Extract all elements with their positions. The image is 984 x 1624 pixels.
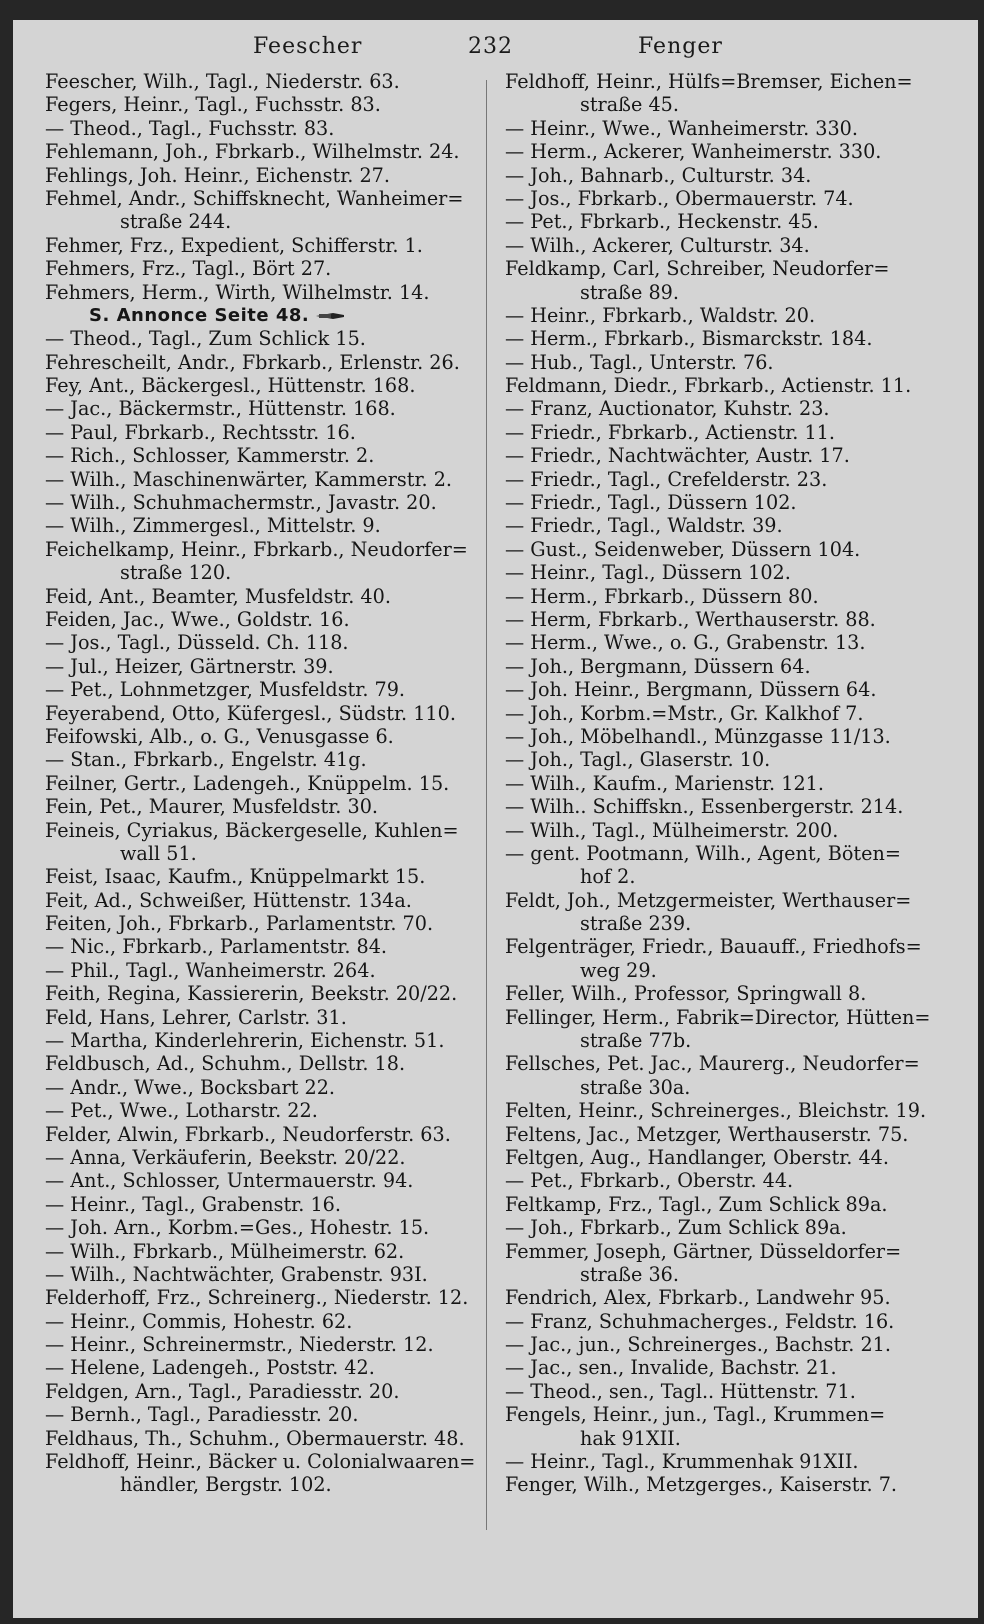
entry-text: — Jos., Fbrkarb., Obermauerstr. 74. — [505, 186, 854, 210]
entry-continuation — [505, 1427, 930, 1450]
entry-text: — Wilh., Nachtwächter, Grabenstr. 93I. — [45, 1262, 428, 1286]
entry-text: hof 2. — [580, 865, 636, 889]
entry-text: — Joh., Bahnarb., Culturstr. 34. — [505, 163, 812, 187]
entry-text: straße 89. — [580, 280, 679, 304]
directory-entry — [45, 234, 478, 257]
directory-entry — [505, 187, 930, 210]
entry-text: straße 30a. — [580, 1075, 691, 1099]
directory-entry — [505, 538, 930, 561]
entry-text: Feldt, Joh., Metzgermeister, Werthauser= — [505, 888, 912, 912]
page-header — [13, 34, 978, 74]
directory-entry — [505, 468, 930, 491]
directory-entry — [45, 1427, 478, 1450]
directory-entry — [45, 327, 478, 350]
directory-entry — [45, 491, 478, 514]
entry-text: Feescher, Wilh., Tagl., Niederstr. 63. — [45, 70, 400, 93]
entry-text: — Herm, Fbrkarb., Werthauserstr. 88. — [505, 607, 876, 631]
page-number: 232 — [468, 34, 513, 59]
directory-entry — [45, 1076, 478, 1099]
directory-entry — [505, 842, 930, 865]
directory-entry — [505, 631, 930, 654]
directory-entry — [505, 140, 930, 163]
directory-entry — [505, 1403, 930, 1426]
entry-text: straße 120. — [120, 561, 232, 585]
directory-entry — [45, 702, 478, 725]
directory-entry — [505, 1286, 930, 1309]
directory-entry — [45, 772, 478, 795]
entry-text: Fehmers, Herm., Wirth, Wilhelmstr. 14. — [45, 280, 430, 304]
directory-entry — [505, 327, 930, 350]
entry-text: Feldhaus, Th., Schuhm., Obermauerstr. 48. — [45, 1426, 465, 1450]
entry-text: Femmer, Joseph, Gärtner, Düsseldorfer= — [505, 1239, 902, 1263]
left-column — [45, 70, 478, 1497]
directory-entry — [45, 1333, 478, 1356]
entry-text: — Joh., Möbelhandl., Münzgasse 11/13. — [505, 724, 891, 748]
entry-text: — Theod., sen., Tagl.. Hüttenstr. 71. — [505, 1379, 856, 1403]
directory-entry — [45, 1263, 478, 1286]
entry-text: — Pet., Fbrkarb., Oberstr. 44. — [505, 1169, 794, 1193]
directory-entry — [45, 1240, 478, 1263]
entry-text: Feiden, Jac., Wwe., Goldstr. 16. — [45, 607, 350, 631]
entry-text: — Wilh., Tagl., Mülheimerstr. 200. — [505, 818, 839, 842]
directory-entry — [45, 1286, 478, 1309]
directory-entry — [505, 1099, 930, 1122]
directory-entry — [45, 1310, 478, 1333]
entry-text: Feldbusch, Ad., Schuhm., Dellstr. 18. — [45, 1052, 406, 1076]
directory-entry — [505, 304, 930, 327]
entry-continuation — [505, 1029, 930, 1052]
entry-text: — Wilh., Maschinenwärter, Kammerstr. 2. — [45, 467, 453, 491]
entry-text: hak 91XII. — [580, 1426, 681, 1450]
entry-text: Fegers, Heinr., Tagl., Fuchsstr. 83. — [45, 93, 381, 117]
entry-text: — Heinr., Commis, Hohestr. 62. — [45, 1309, 353, 1333]
entry-text: — Andr., Wwe., Bocksbart 22. — [45, 1075, 336, 1099]
entry-text: — Jac., Bäckermstr., Hüttenstr. 168. — [45, 397, 396, 421]
entry-text: Fehlemann, Joh., Fbrkarb., Wilhelmstr. 24. — [45, 140, 460, 164]
directory-entry — [505, 1169, 930, 1192]
entry-text: Fehmers, Frz., Tagl., Bört 27. — [45, 257, 332, 281]
entry-text: Feyerabend, Otto, Küfergesl., Südstr. 110. — [45, 701, 456, 725]
entry-text: — Gust., Seidenweber, Düssern 104. — [505, 537, 861, 561]
directory-entry — [505, 608, 930, 631]
entry-text: — Heinr., Fbrkarb., Waldstr. 20. — [505, 303, 816, 327]
directory-entry — [505, 725, 930, 748]
directory-entry — [505, 1052, 930, 1075]
entry-text: Felderhoff, Frz., Schreinerg., Niederstr. 12. — [45, 1286, 469, 1310]
directory-entry — [505, 397, 930, 420]
directory-entry — [505, 1333, 930, 1356]
entry-text: — Pet., Lohnmetzger, Musfeldstr. 79. — [45, 678, 406, 702]
entry-text: — Pet., Fbrkarb., Heckenstr. 45. — [505, 210, 819, 234]
directory-entry — [505, 491, 930, 514]
directory-entry — [45, 959, 478, 982]
entry-text: — Franz, Schuhmacherges., Feldstr. 16. — [505, 1309, 895, 1333]
entry-text: Feldhoff, Heinr., Hülfs=Bremser, Eichen= — [505, 70, 913, 93]
entry-continuation — [505, 1263, 930, 1286]
entry-continuation — [45, 561, 478, 584]
entry-text: Feifowski, Alb., o. G., Venusgasse 6. — [45, 724, 394, 748]
entry-text: — Franz, Auctionator, Kuhstr. 23. — [505, 397, 830, 421]
entry-text: wall 51. — [120, 841, 197, 865]
directory-entry — [45, 1356, 478, 1379]
entry-text: straße 239. — [580, 912, 692, 936]
entry-text: straße 244. — [120, 210, 232, 234]
directory-entry — [45, 819, 478, 842]
directory-entry — [45, 678, 478, 701]
entry-text: — Wilh., Kaufm., Marienstr. 121. — [505, 771, 824, 795]
entry-text: — Theod., Tagl., Zum Schlick 15. — [45, 327, 366, 351]
directory-entry — [45, 164, 478, 187]
directory-entry — [45, 538, 478, 561]
entry-text: — Heinr., Schreinermstr., Niederstr. 12. — [45, 1333, 434, 1357]
entry-text: Fenger, Wilh., Metzgerges., Kaiserstr. 7. — [505, 1473, 898, 1497]
entry-text: — Herm., Fbrkarb., Düssern 80. — [505, 584, 819, 608]
entry-text: Feilner, Gertr., Ladengeh., Knüppelm. 15. — [45, 771, 450, 795]
entry-text: Felgenträger, Friedr., Bauauff., Friedhofs= — [505, 935, 922, 959]
entry-text: — Heinr., Tagl., Grabenstr. 16. — [45, 1192, 341, 1216]
directory-entry — [45, 281, 478, 304]
entry-text: Fey, Ant., Bäckergesl., Hüttenstr. 168. — [45, 374, 416, 398]
directory-entry — [505, 1310, 930, 1333]
entry-text: Fellsches, Pet. Jac., Maurerg., Neudorfer= — [505, 1052, 920, 1076]
directory-entry — [505, 210, 930, 233]
directory-entry — [45, 1169, 478, 1192]
directory-entry — [505, 351, 930, 374]
directory-entry — [45, 351, 478, 374]
entry-text: — Bernh., Tagl., Paradiesstr. 20. — [45, 1403, 359, 1427]
entry-text: — Heinr., Wwe., Wanheimerstr. 330. — [505, 116, 858, 140]
directory-entry — [505, 1193, 930, 1216]
directory-entry — [45, 468, 478, 491]
entry-text: — Heinr., Tagl., Krummenhak 91XII. — [505, 1450, 859, 1474]
entry-continuation — [505, 912, 930, 935]
directory-entry — [505, 1123, 930, 1146]
entry-text: — Theod., Tagl., Fuchsstr. 83. — [45, 116, 335, 140]
entry-text: straße 45. — [580, 93, 679, 117]
entry-text: Feichelkamp, Heinr., Fbrkarb., Neudorfer= — [45, 537, 468, 561]
entry-text: — Jos., Tagl., Düsseld. Ch. 118. — [45, 631, 349, 655]
column-divider — [486, 80, 487, 1530]
entry-text: — Friedr., Tagl., Waldstr. 39. — [505, 514, 783, 538]
directory-entry — [505, 421, 930, 444]
directory-entry — [505, 374, 930, 397]
directory-entry — [505, 257, 930, 280]
directory-entry — [505, 982, 930, 1005]
directory-entry — [505, 1450, 930, 1473]
directory-entry — [45, 585, 478, 608]
entry-text: — Joh., Korbm.=Mstr., Gr. Kalkhof 7. — [505, 701, 864, 725]
directory-entry — [45, 1029, 478, 1052]
entry-text: — Friedr., Tagl., Düssern 102. — [505, 491, 797, 515]
entry-text: — Stan., Fbrkarb., Engelstr. 41g. — [45, 748, 367, 772]
entry-text: — Ant., Schlosser, Untermauerstr. 94. — [45, 1169, 414, 1193]
entry-text: Feiten, Joh., Fbrkarb., Parlamentstr. 70. — [45, 912, 434, 936]
entry-text: — Friedr., Nachtwächter, Austr. 17. — [505, 444, 850, 468]
entry-text: — Phil., Tagl., Wanheimerstr. 264. — [45, 958, 376, 982]
entry-continuation — [505, 865, 930, 888]
entry-text: händler, Bergstr. 102. — [120, 1473, 332, 1497]
directory-entry — [45, 935, 478, 958]
directory-entry — [505, 655, 930, 678]
directory-entry — [45, 257, 478, 280]
entry-continuation — [45, 1473, 478, 1496]
entry-text: — Joh. Arn., Korbm.=Ges., Hohestr. 15. — [45, 1216, 430, 1240]
directory-entry — [45, 655, 478, 678]
entry-text: Feldgen, Arn., Tagl., Paradiesstr. 20. — [45, 1379, 400, 1403]
entry-text: Feldkamp, Carl, Schreiber, Neudorfer= — [505, 257, 890, 281]
entry-text: Fengels, Heinr., jun., Tagl., Krummen= — [505, 1403, 886, 1427]
directory-entry — [45, 374, 478, 397]
directory-entry — [505, 935, 930, 958]
entry-text: — gent. Pootmann, Wilh., Agent, Böten= — [505, 841, 901, 865]
directory-entry — [45, 748, 478, 771]
entry-text: — Wilh., Schuhmachermstr., Javastr. 20. — [45, 491, 437, 515]
directory-entry — [45, 608, 478, 631]
entry-text: — Joh. Heinr., Bergmann, Düssern 64. — [505, 678, 877, 702]
directory-entry — [45, 1099, 478, 1122]
entry-continuation — [45, 842, 478, 865]
entry-text: — Hub., Tagl., Unterstr. 76. — [505, 350, 774, 374]
directory-entry — [45, 1123, 478, 1146]
directory-entry — [505, 1356, 930, 1379]
entry-continuation — [505, 1076, 930, 1099]
entry-text: Fehmel, Andr., Schiffsknecht, Wanheimer= — [45, 186, 464, 210]
directory-entry — [45, 1193, 478, 1216]
directory-entry — [45, 1216, 478, 1239]
entry-text: straße 36. — [580, 1262, 679, 1286]
header-right-keyword: Fenger — [638, 34, 723, 59]
entry-text: Fendrich, Alex, Fbrkarb., Landwehr 95. — [505, 1286, 891, 1310]
entry-continuation — [505, 959, 930, 982]
header-left-keyword: Feescher — [253, 34, 363, 59]
directory-entry — [45, 725, 478, 748]
directory-entry — [45, 795, 478, 818]
directory-entry — [505, 164, 930, 187]
entry-text: Feld, Hans, Lehrer, Carlstr. 31. — [45, 1005, 347, 1029]
directory-entry — [45, 1146, 478, 1169]
directory-entry — [45, 1052, 478, 1075]
directory-entry — [45, 889, 478, 912]
entry-text: — Joh., Bergmann, Düssern 64. — [505, 654, 811, 678]
directory-page — [13, 20, 978, 1618]
entry-continuation — [505, 93, 930, 116]
entry-continuation — [505, 281, 930, 304]
directory-entry — [45, 93, 478, 116]
directory-entry — [505, 702, 930, 725]
entry-text: Feineis, Cyriakus, Bäckergeselle, Kuhlen= — [45, 818, 459, 842]
directory-entry — [45, 1450, 478, 1473]
directory-entry — [45, 444, 478, 467]
entry-text: Feltkamp, Frz., Tagl., Zum Schlick 89a. — [505, 1192, 888, 1216]
entry-text: Feith, Regina, Kassiererin, Beekstr. 20/22. — [45, 982, 458, 1006]
annonce-reference — [45, 304, 478, 327]
entry-text: — Wilh., Fbrkarb., Mülheimerstr. 62. — [45, 1239, 405, 1263]
entry-text: — Jac., jun., Schreinerges., Bachstr. 21. — [505, 1333, 891, 1357]
entry-text: Fehlings, Joh. Heinr., Eichenstr. 27. — [45, 163, 390, 187]
directory-entry — [505, 585, 930, 608]
entry-text: Fein, Pet., Maurer, Musfeldstr. 30. — [45, 795, 379, 819]
directory-entry — [45, 397, 478, 420]
directory-entry — [45, 1403, 478, 1426]
entry-text: Fehmer, Frz., Expedient, Schifferstr. 1. — [45, 233, 423, 257]
entry-text: — Joh., Fbrkarb., Zum Schlick 89a. — [505, 1216, 847, 1240]
entry-text: — Joh., Tagl., Glaserstr. 10. — [505, 748, 771, 772]
entry-text: Feit, Ad., Schweißer, Hüttenstr. 134a. — [45, 888, 412, 912]
directory-entry — [45, 982, 478, 1005]
entry-text: Fehrescheilt, Andr., Fbrkarb., Erlenstr. 26. — [45, 350, 460, 374]
entry-text: — Jac., sen., Invalide, Bachstr. 21. — [505, 1356, 837, 1380]
entry-text: Felder, Alwin, Fbrkarb., Neudorferstr. 63. — [45, 1122, 451, 1146]
entry-text: — Herm., Wwe., o. G., Grabenstr. 13. — [505, 631, 866, 655]
entry-text: — Friedr., Tagl., Crefelderstr. 23. — [505, 467, 828, 491]
directory-entry — [505, 1146, 930, 1169]
directory-entry — [45, 865, 478, 888]
directory-entry — [505, 1240, 930, 1263]
directory-entry — [505, 70, 930, 93]
entry-text: — Herm., Fbrkarb., Bismarckstr. 184. — [505, 327, 873, 351]
directory-entry — [505, 117, 930, 140]
directory-entry — [45, 631, 478, 654]
entry-text: Felten, Heinr., Schreinerges., Bleichstr. 19. — [505, 1099, 927, 1123]
entry-text: — Wilh., Zimmergesl., Mittelstr. 9. — [45, 514, 381, 538]
directory-entry — [505, 514, 930, 537]
directory-entry — [505, 444, 930, 467]
directory-entry — [505, 1216, 930, 1239]
directory-entry — [45, 514, 478, 537]
directory-entry — [505, 561, 930, 584]
entry-text: — Jul., Heizer, Gärtnerstr. 39. — [45, 654, 334, 678]
entry-text: Feltens, Jac., Metzger, Werthauserstr. 75. — [505, 1122, 909, 1146]
directory-entry — [505, 889, 930, 912]
right-column — [505, 70, 930, 1497]
entry-text: Feldhoff, Heinr., Bäcker u. Colonialwaaren= — [45, 1450, 476, 1474]
entry-text: Feist, Isaac, Kaufm., Knüppelmarkt 15. — [45, 865, 426, 889]
entry-text: — Anna, Verkäuferin, Beekstr. 20/22. — [45, 1145, 406, 1169]
entry-text: — Wilh., Ackerer, Culturstr. 34. — [505, 233, 810, 257]
entry-text: Fellinger, Herm., Fabrik=Director, Hütten= — [505, 1005, 931, 1029]
directory-entry — [505, 819, 930, 842]
entry-text: — Pet., Wwe., Lotharstr. 22. — [45, 1099, 318, 1123]
entry-text: — Rich., Schlosser, Kammerstr. 2. — [45, 444, 375, 468]
directory-entry — [505, 748, 930, 771]
entry-text: Feldmann, Diedr., Fbrkarb., Actienstr. 11. — [505, 374, 912, 398]
pointing-hand-icon — [315, 311, 345, 321]
entry-text: — Wilh.. Schiffskn., Essenbergerstr. 214. — [505, 795, 904, 819]
directory-entry — [45, 1006, 478, 1029]
entry-text: — Martha, Kinderlehrerin, Eichenstr. 51. — [45, 1029, 445, 1053]
directory-entry — [505, 1380, 930, 1403]
entry-text: weg 29. — [580, 958, 657, 982]
entry-text: — Herm., Ackerer, Wanheimerstr. 330. — [505, 140, 882, 164]
directory-entry — [45, 1380, 478, 1403]
entry-text: — Heinr., Tagl., Düssern 102. — [505, 561, 791, 585]
directory-entry — [45, 912, 478, 935]
entry-text: — Helene, Ladengeh., Poststr. 42. — [45, 1356, 375, 1380]
directory-entry — [45, 70, 478, 93]
entry-text: — Nic., Fbrkarb., Parlamentstr. 84. — [45, 935, 388, 959]
directory-entry — [505, 1006, 930, 1029]
directory-entry — [505, 1473, 930, 1496]
entry-text: Feltgen, Aug., Handlanger, Oberstr. 44. — [505, 1145, 889, 1169]
entry-continuation — [45, 210, 478, 233]
directory-entry — [505, 795, 930, 818]
entry-text: S. Annonce Seite 48. — [89, 304, 310, 326]
entry-text: — Friedr., Fbrkarb., Actienstr. 11. — [505, 420, 835, 444]
directory-entry — [505, 772, 930, 795]
directory-entry — [45, 187, 478, 210]
directory-entry — [45, 421, 478, 444]
directory-entry — [45, 140, 478, 163]
directory-entry — [45, 117, 478, 140]
entry-text: Feller, Wilh., Professor, Springwall 8. — [505, 982, 867, 1006]
entry-text: Feid, Ant., Beamter, Musfeldstr. 40. — [45, 584, 391, 608]
directory-entry — [505, 678, 930, 701]
entry-text: — Paul, Fbrkarb., Rechtsstr. 16. — [45, 420, 356, 444]
entry-text: straße 77b. — [580, 1029, 692, 1053]
directory-entry — [505, 234, 930, 257]
